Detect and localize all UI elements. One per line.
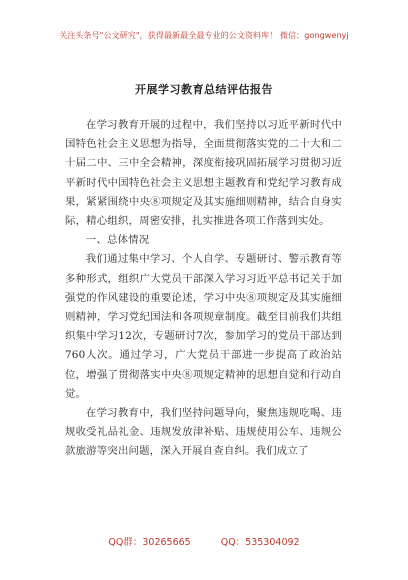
- paragraph-overview: 我们通过集中学习、个人自学、专题研讨、警示教育等多种形式，组织广大党员干部深入学习习近平总书记关于加强党的作风建设的重要论述，学习中央⑧项规定及其实施细则精神，学习党纪国法和各项规章制度。截至目前我们共组织集中学习12次，专题研讨7次，参加学习的党员干部达到760人次。通过学习，广大党员干部进一步提高了政治站位，增强了贯彻落实中央⑧项规定精神的思想自觉和行动自觉。: [65, 253, 342, 400]
- paragraph-problems: 在学习教育中，我们坚持问题导向，聚焦违规吃喝、违规收受礼品礼金、违规发放津补贴、违规使用公车、违规公款旅游等突出问题，深入开展自查自纠。我们成立了: [65, 407, 342, 458]
- section-heading-overview: 一、总体情况: [85, 234, 150, 247]
- paragraph-intro: 在学习教育开展的过程中，我们坚持以习近平新时代中国特色社会主义思想为指导，全面贯彻落实党的二十大和二十届二中、三中全会精神，深度衔接巩固拓展学习贯彻习近平新时代中国特色社会主义思想主题教育和党纪学习教育成果，紧紧围绕中央⑧项规定及其实施细则精神，结合自身实际，精心组织，周密安排，扎实推进各项工作落到实处。: [65, 119, 342, 228]
- qq-label: QQ：535304092: [220, 537, 300, 548]
- header-banner: 关注头条号"公文研究"，获得最新最全最专业的公文资料库！ 微信：gongwenyj: [59, 31, 349, 40]
- qq-group-label: QQ群：30265665: [108, 537, 191, 548]
- document-title: 开展学习教育总结评估报告: [135, 83, 273, 96]
- document-body: [65, 116, 342, 462]
- footer-contacts: [0, 537, 408, 549]
